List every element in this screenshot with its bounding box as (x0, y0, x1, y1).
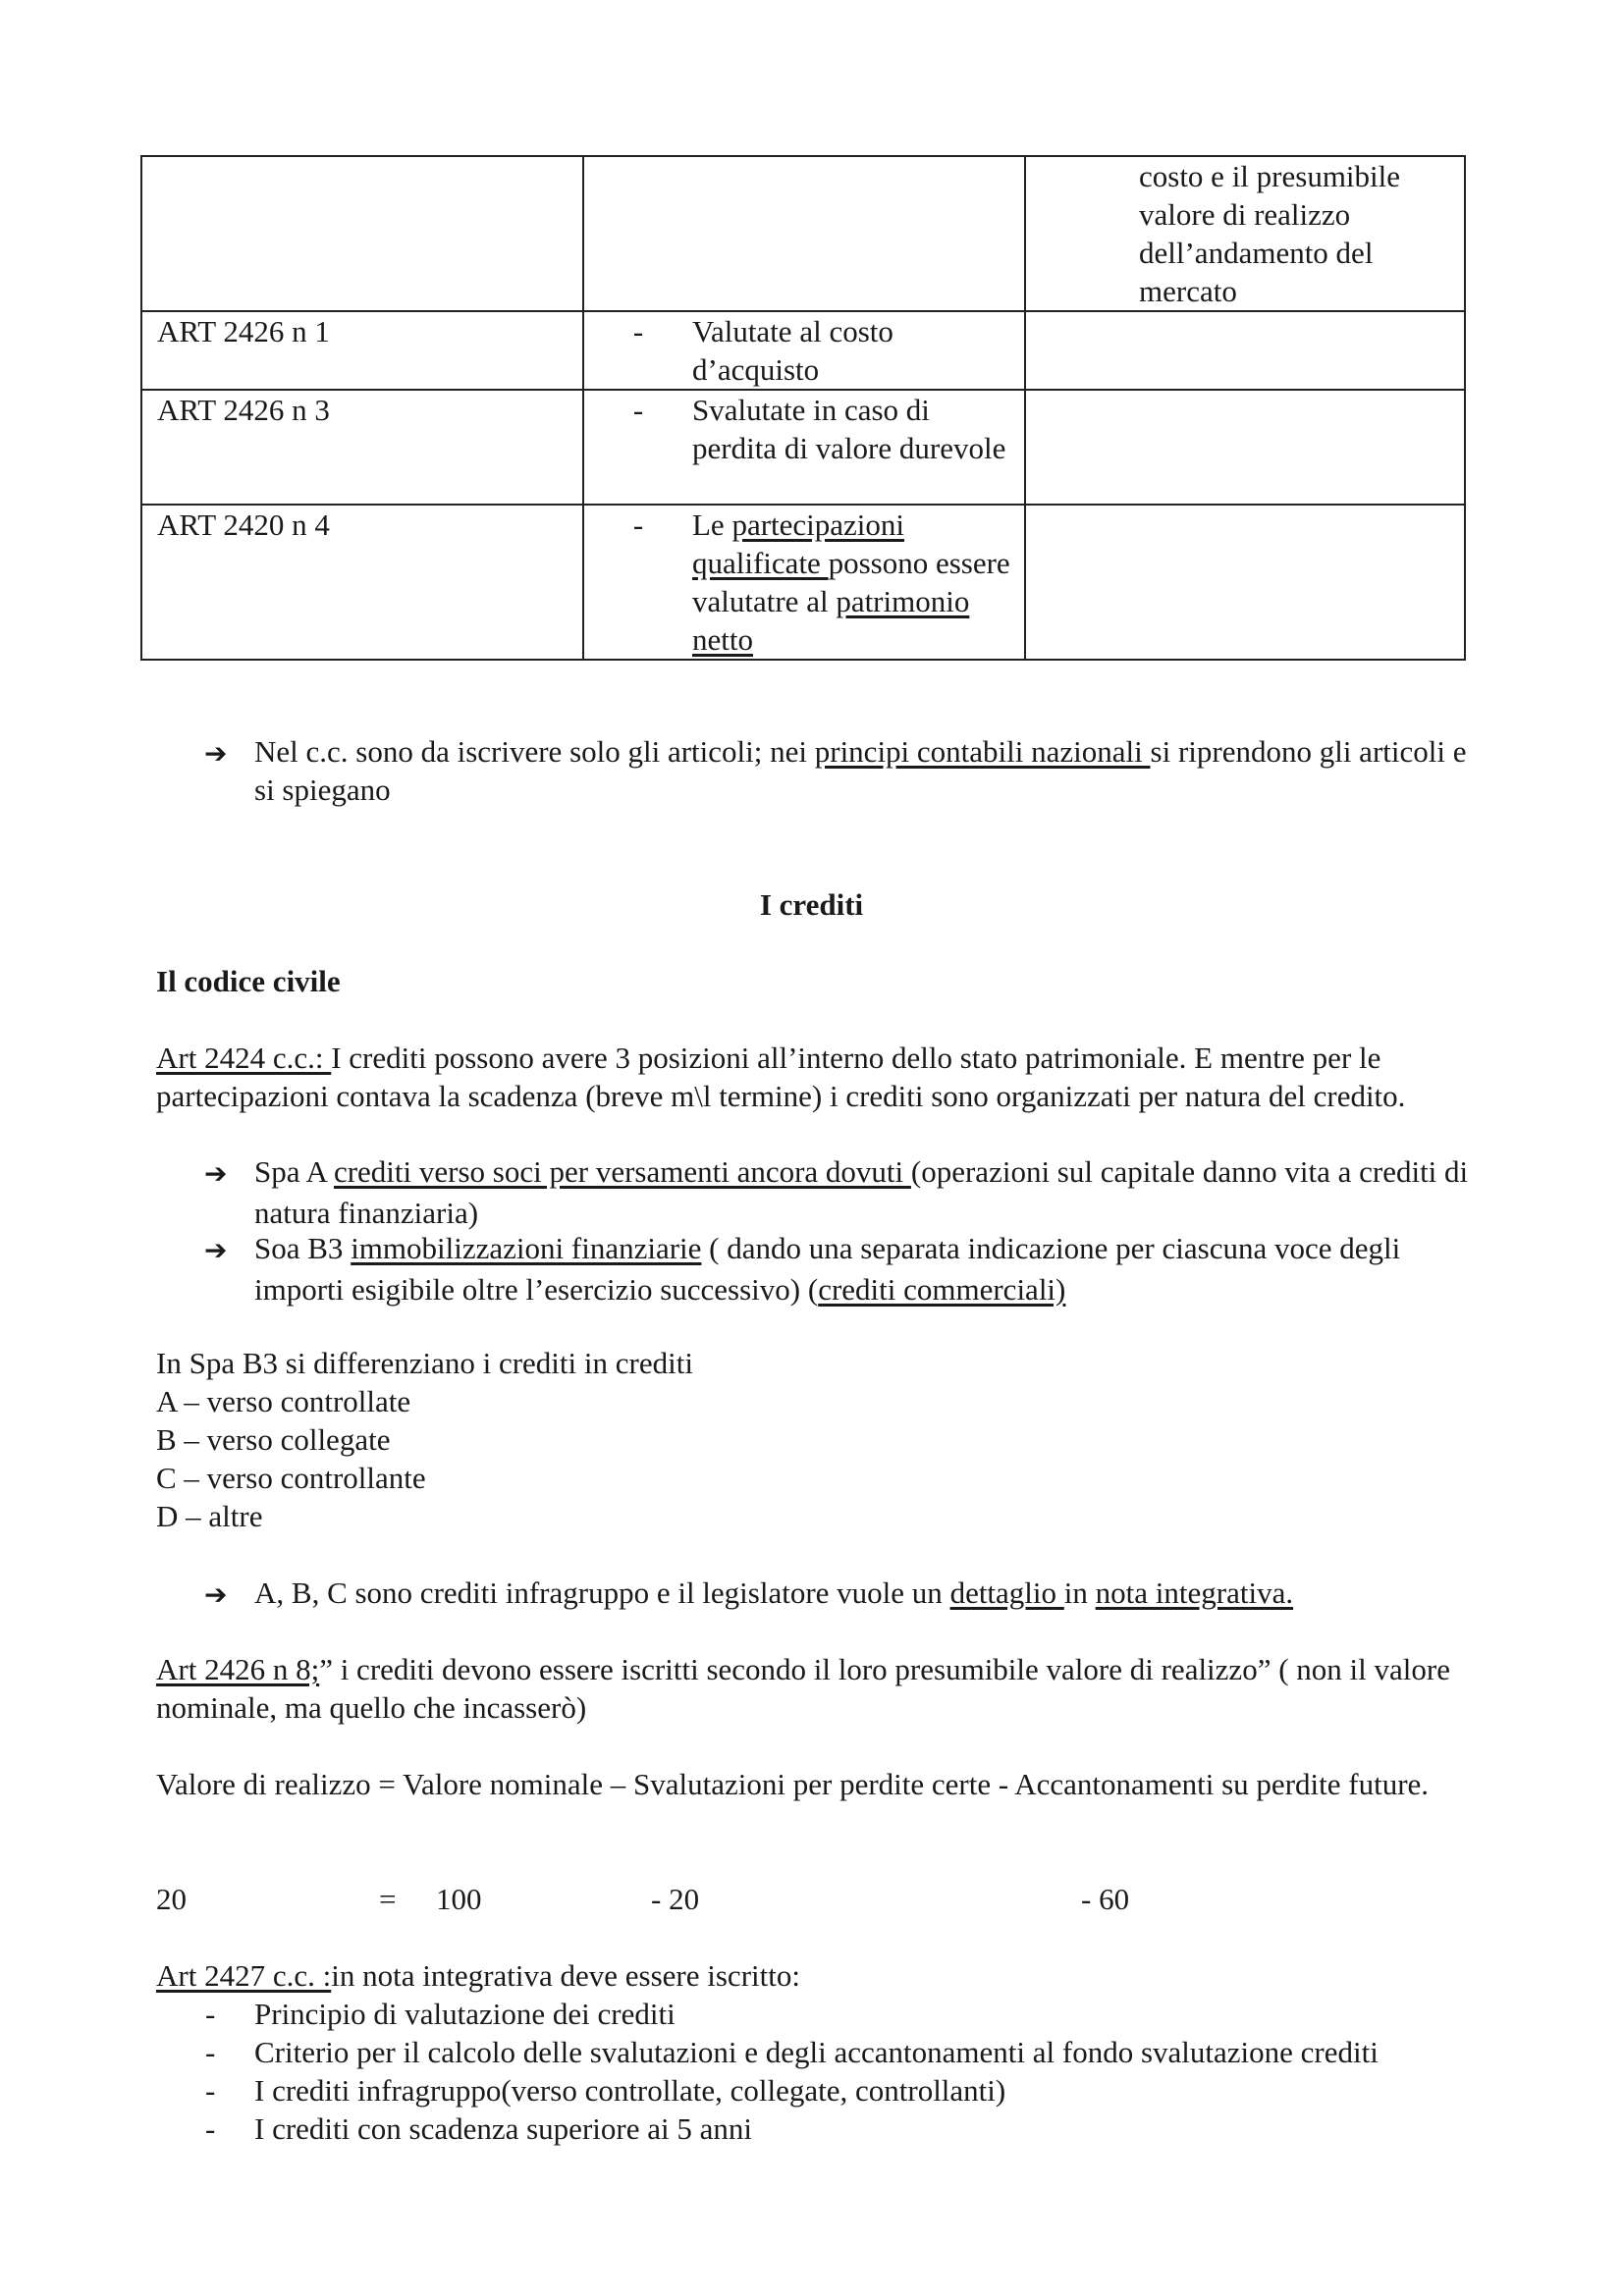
table-cell-text: costo e il presumibile valore di realizzo dell’andamento del mercato (1139, 159, 1401, 308)
table-cell (583, 390, 1025, 505)
example-equals: = (379, 1882, 397, 1916)
dash-marker: - (205, 1997, 216, 2031)
list-item: I crediti infragruppo(verso controllate, collegate, controllanti) (254, 2073, 1006, 2108)
example-value: - 20 (651, 1882, 700, 1916)
table-cell (141, 156, 583, 311)
formula-paragraph: Valore di realizzo = Valore nominale – Svalutazioni per perdite certe - Accantonamenti su perdite future. (156, 1767, 1430, 1801)
valuation-table (140, 155, 1466, 661)
article-ref: ART 2426 n 3 (157, 393, 330, 427)
art-2424-paragraph: Art 2424 c.c.: I crediti possono avere 3 posizioni all’interno dello stato patrimoniale. E mentre per le partecipazioni contava la scadenza (breve m\l termine) i crediti sono organizzati per natura del credito. (156, 1041, 1406, 1113)
bullet-item: Spa A crediti verso soci per versamenti ancora dovuti (operazioni sul capitale danno vita a crediti di natura finanziaria) (254, 1154, 1469, 1230)
bullet-item: Soa B3 immobilizzazioni finanziarie ( dando una separata indicazione per ciascuna voce degli importi esigibile oltre l’esercizio successivo) (crediti commerciali) (254, 1231, 1401, 1307)
dash-marker: - (205, 2035, 216, 2069)
dash-marker: - (632, 314, 644, 348)
example-value: 20 (156, 1882, 187, 1916)
example-value: 100 (436, 1882, 482, 1916)
article-ref: ART 2420 n 4 (157, 507, 330, 542)
subtitle: Il codice civile (156, 964, 341, 998)
table-cell (583, 156, 1025, 311)
note-paragraph: A, B, C sono crediti infragruppo e il legislatore vuole un dettaglio in nota integrativa. (254, 1575, 1294, 1610)
table-row (141, 505, 1465, 660)
table-cell-text: Le partecipazioni qualificate possono essere valutatre al patrimonio netto (692, 507, 1010, 657)
list-item: B – verso collegate (156, 1422, 391, 1457)
dash-marker: - (205, 2111, 216, 2146)
table-cell (141, 505, 583, 660)
list-item: I crediti con scadenza superiore ai 5 anni (254, 2111, 752, 2146)
table-cell (1025, 505, 1465, 660)
arrow-right-icon: ➔ (204, 737, 228, 770)
dash-marker: - (632, 393, 644, 427)
dash-marker: - (205, 2073, 216, 2108)
section-title: I crediti (759, 887, 864, 922)
table-cell (141, 311, 583, 390)
arrow-right-icon: ➔ (204, 1157, 228, 1190)
example-value: - 60 (1081, 1882, 1130, 1916)
list-item: C – verso controllante (156, 1461, 426, 1495)
table-cell (141, 390, 583, 505)
table-cell-text: Svalutate in caso di perdita di valore durevole (692, 393, 1006, 465)
art-2427-paragraph: Art 2427 c.c. :in nota integrativa deve essere iscritto: (156, 1958, 800, 1993)
art-2426-paragraph: Art 2426 n 8;” i crediti devono essere iscritti secondo il loro presumibile valore di realizzo” ( non il valore nominale, ma quello che incasserò) (156, 1652, 1450, 1725)
table-row (141, 156, 1465, 311)
table-row (141, 390, 1465, 505)
table-cell (583, 505, 1025, 660)
table-cell (583, 311, 1025, 390)
dash-marker: - (632, 507, 644, 542)
arrow-right-icon: ➔ (204, 1234, 228, 1266)
table-cell (1025, 156, 1465, 311)
table-cell (1025, 311, 1465, 390)
list-item: Principio di valutazione dei crediti (254, 1997, 676, 2031)
table-cell (1025, 390, 1465, 505)
arrow-right-icon: ➔ (204, 1578, 228, 1611)
article-ref: ART 2426 n 1 (157, 314, 330, 348)
list-item: Criterio per il calcolo delle svalutazioni e degli accantonamenti al fondo svalutazione crediti (254, 2035, 1379, 2069)
list-item: A – verso controllate (156, 1384, 411, 1418)
table-row (141, 311, 1465, 390)
note-paragraph: Nel c.c. sono da iscrivere solo gli articoli; nei principi contabili nazionali si riprendono gli articoli e si spiegano (254, 734, 1467, 807)
list-item: D – altre (156, 1499, 263, 1533)
table-cell-text: Valutate al costo d’acquisto (692, 314, 893, 387)
spa-list-intro: In Spa B3 si differenziano i crediti in crediti (156, 1346, 693, 1380)
